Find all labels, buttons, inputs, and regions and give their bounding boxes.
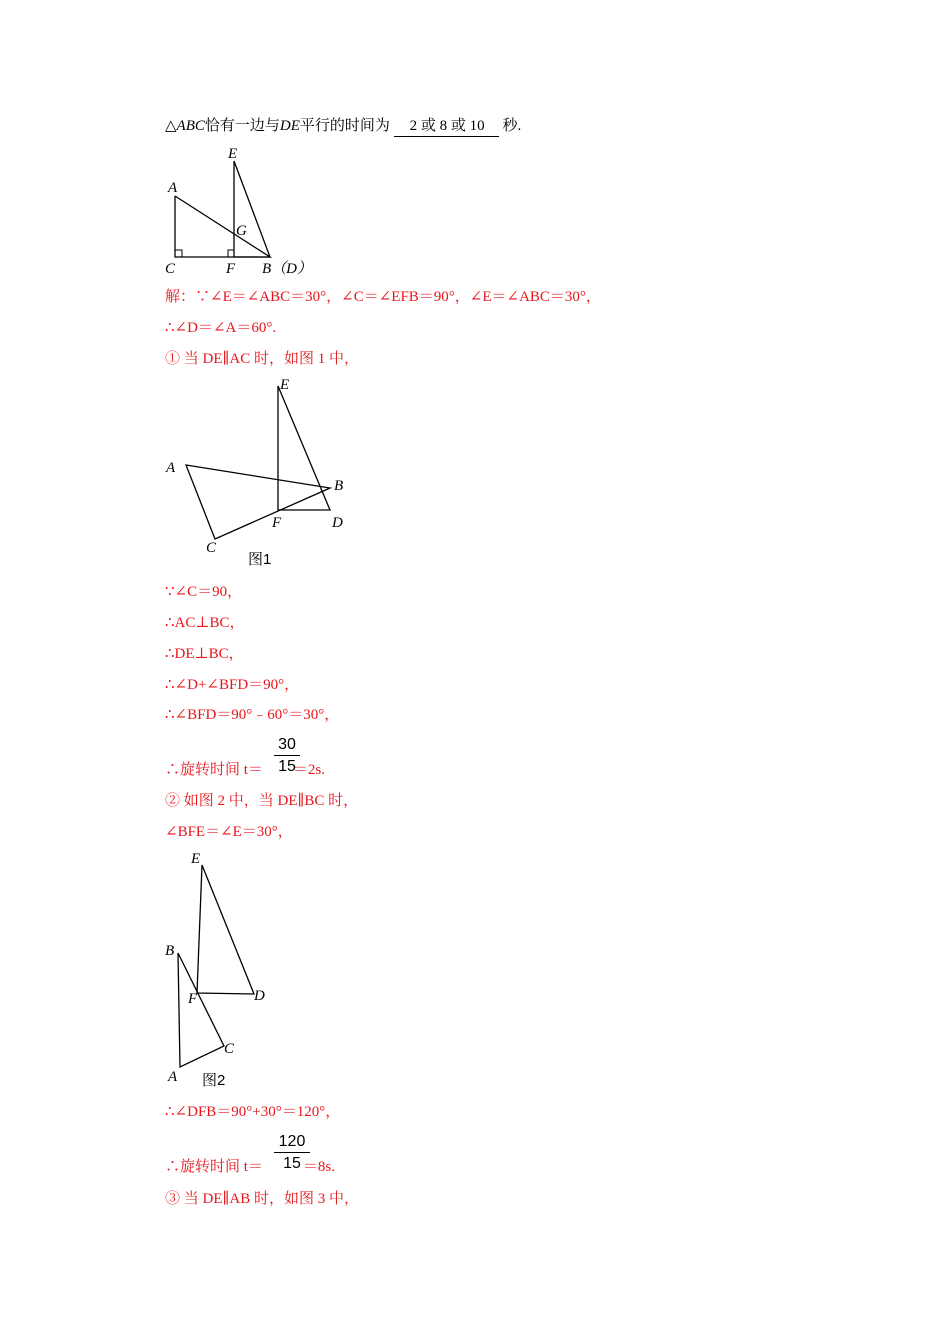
fig1-label-c: C	[206, 540, 217, 556]
fraction-30-15	[274, 736, 300, 776]
step-angle-c: ∵∠C＝90，	[165, 584, 243, 600]
fig1-label-d: D	[332, 515, 343, 531]
case-1-heading: ① 当 DE∥AC 时，如图 1 中，	[165, 351, 360, 367]
fraction-120-15	[274, 1133, 310, 1173]
fig1-label-b: B	[334, 478, 344, 494]
label-c: C	[165, 261, 176, 277]
fig2-label-c: C	[224, 1041, 235, 1057]
figure-1	[160, 372, 360, 572]
figure-2	[160, 845, 300, 1095]
step-angle-sum: ∴∠D+∠BFD＝90°，	[165, 677, 300, 693]
label-bd: B（D）	[262, 261, 312, 277]
fraction-1-denominator: 15	[278, 758, 296, 775]
segment-de: DE	[279, 118, 300, 134]
fig2-label-f: F	[188, 991, 198, 1007]
problem-statement	[165, 116, 521, 137]
fig1-label-a: A	[166, 460, 176, 476]
triangle-abc-fig2	[178, 953, 224, 1067]
right-angle-f	[228, 250, 234, 257]
label-a: A	[168, 180, 178, 196]
step-ac-perp: ∴AC⊥BC，	[165, 615, 245, 631]
time-2-suffix: ＝8s.	[302, 1159, 336, 1175]
fraction-2-denominator: 15	[283, 1155, 301, 1172]
fig1-label-f: F	[272, 515, 282, 531]
triangle-abc-shape	[175, 196, 270, 257]
intro-text-3: 秒.	[502, 118, 522, 134]
triangle-abc-rotated	[186, 465, 330, 539]
triangle-symbol: △	[165, 118, 177, 134]
fraction-1-numerator: 30	[278, 736, 296, 753]
step-de-perp: ∴DE⊥BC，	[165, 646, 244, 662]
fig2-label-a: A	[168, 1069, 178, 1085]
case-2-heading: ② 如图 2 中，当 DE∥BC 时，	[165, 793, 359, 809]
label-f: F	[226, 261, 236, 277]
triangle-def-fig1	[278, 386, 330, 510]
solution-line-1: 解：∵∠E＝∠ABC＝30°，∠C＝∠EFB＝90°，∠E＝∠ABC＝30°，	[165, 289, 601, 305]
case-3-heading: ③ 当 DE∥AB 时，如图 3 中，	[165, 1191, 360, 1207]
time-1-prefix: ∴旋转时间 t＝	[165, 762, 263, 778]
fig1-caption: 图1	[248, 551, 272, 568]
intro-text-1: 恰有一边与	[204, 118, 280, 134]
intro-text-2: 平行的时间为	[299, 118, 390, 134]
step-angle-bfd: ∴∠BFD＝90°﹣60°＝30°，	[165, 707, 340, 723]
right-angle-c	[175, 250, 182, 257]
figure-initial	[160, 140, 340, 280]
label-g: G	[236, 223, 247, 239]
triangle-def-fig2	[197, 865, 254, 994]
fig1-label-e: E	[280, 377, 290, 393]
time-result-1	[165, 760, 325, 780]
fig2-label-e: E	[191, 851, 201, 867]
time-1-suffix: ＝2s.	[292, 762, 326, 778]
time-2-prefix: ∴旋转时间 t＝	[165, 1159, 263, 1175]
fig2-label-d: D	[254, 988, 265, 1004]
triangle-def-shape	[234, 161, 270, 257]
fig2-caption: 图2	[202, 1072, 226, 1089]
step-angle-bfe: ∠BFE＝∠E＝30°，	[165, 824, 293, 840]
solution-line-2: ∴∠D＝∠A＝60°.	[165, 320, 277, 336]
triangle-abc: ABC	[176, 118, 205, 134]
answer-blank: 2 或 8 或 10	[394, 116, 499, 137]
fraction-2-numerator: 120	[278, 1133, 306, 1150]
label-e: E	[228, 146, 238, 162]
fig2-label-b: B	[165, 943, 175, 959]
step-angle-dfb: ∴∠DFB＝90°+30°＝120°，	[165, 1104, 341, 1120]
